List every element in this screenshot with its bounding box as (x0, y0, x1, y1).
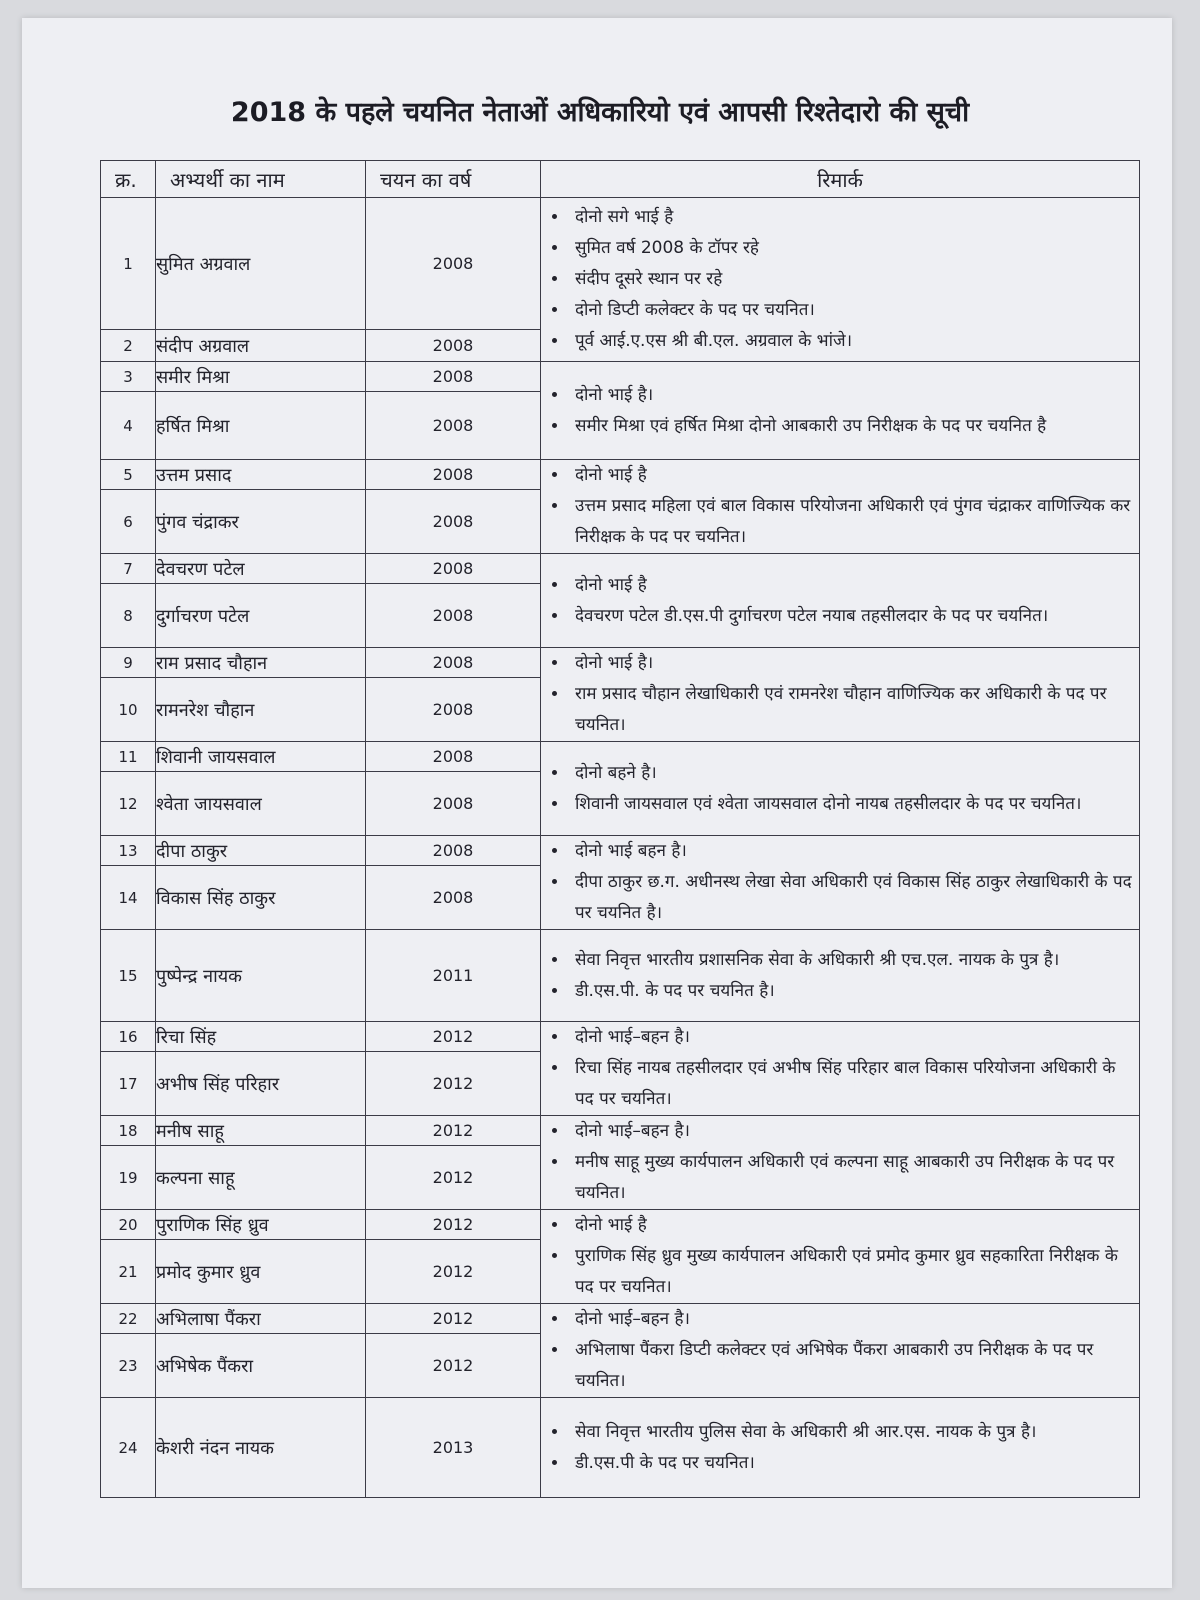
year-cell: 2012 (366, 1052, 541, 1116)
table-row (101, 362, 1140, 392)
remark-cell (541, 836, 1140, 930)
serial-cell: 4 (101, 392, 156, 460)
table-row (101, 554, 1140, 584)
remark-item: • डी.एस.पी. के पद पर चयनित है। (569, 976, 1139, 1007)
remark-item: • दोनो भाई है। (569, 380, 1139, 411)
year-cell: 2012 (366, 1210, 541, 1240)
year-cell: 2008 (366, 362, 541, 392)
remark-item: • सुमित वर्ष 2008 के टॉपर रहे (569, 233, 1139, 264)
serial-cell: 9 (101, 648, 156, 678)
table-row (101, 1022, 1140, 1052)
remark-item: • दोनो भाई–बहन है। (569, 1304, 1139, 1335)
year-cell: 2013 (366, 1398, 541, 1498)
remark-item: • दोनो भाई बहन है। (569, 836, 1139, 867)
serial-cell: 19 (101, 1146, 156, 1210)
name-cell: मनीष साहू (156, 1116, 366, 1146)
name-cell: उत्तम प्रसाद (156, 460, 366, 490)
serial-cell: 11 (101, 742, 156, 772)
year-cell: 2012 (366, 1334, 541, 1398)
header-name: अभ्यर्थी का नाम (156, 161, 366, 198)
table-row (101, 1304, 1140, 1334)
name-cell: अभीष सिंह परिहार (156, 1052, 366, 1116)
year-cell: 2008 (366, 460, 541, 490)
remark-item: • दोनो भाई–बहन है। (569, 1116, 1139, 1147)
table-row (101, 1398, 1140, 1498)
remark-cell (541, 648, 1140, 742)
name-cell: पुराणिक सिंह ध्रुव (156, 1210, 366, 1240)
serial-cell: 20 (101, 1210, 156, 1240)
serial-cell: 6 (101, 490, 156, 554)
name-cell: कल्पना साहू (156, 1146, 366, 1210)
serial-cell: 2 (101, 330, 156, 362)
remark-cell (541, 362, 1140, 460)
serial-cell: 3 (101, 362, 156, 392)
name-cell: समीर मिश्रा (156, 362, 366, 392)
remark-cell (541, 742, 1140, 836)
remark-item: • अभिलाषा पैंकरा डिप्टी कलेक्टर एवं अभिषेक पैंकरा आबकारी उप निरीक्षक के पद पर चयनित। (569, 1335, 1139, 1397)
table-row (101, 836, 1140, 866)
remark-item: • दोनो भाई है (569, 460, 1139, 491)
remark-cell (541, 198, 1140, 362)
remark-item: • रिचा सिंह नायब तहसीलदार एवं अभीष सिंह परिहार बाल विकास परियोजना अधिकारी के पद पर चयनित। (569, 1053, 1139, 1115)
remark-cell (541, 930, 1140, 1022)
remark-item: • उत्तम प्रसाद महिला एवं बाल विकास परियोजना अधिकारी एवं पुंगव चंद्राकर वाणिज्यिक कर निरीक्षक के पद पर चयनित। (569, 491, 1139, 553)
remark-item: • समीर मिश्रा एवं हर्षित मिश्रा दोनो आबकारी उप निरीक्षक के पद पर चयनित है (569, 411, 1139, 442)
name-cell: रिचा सिंह (156, 1022, 366, 1052)
remark-item: • पूर्व आई.ए.एस श्री बी.एल. अग्रवाल के भांजे। (569, 326, 1139, 357)
name-cell: पुंगव चंद्राकर (156, 490, 366, 554)
year-cell: 2012 (366, 1240, 541, 1304)
remark-item: • डी.एस.पी के पद पर चयनित। (569, 1448, 1139, 1479)
remark-item: • दोनो डिप्टी कलेक्टर के पद पर चयनित। (569, 295, 1139, 326)
remark-item: • दोनो भाई है (569, 570, 1139, 601)
serial-cell: 1 (101, 198, 156, 330)
remark-item: • शिवानी जायसवाल एवं श्वेता जायसवाल दोनो नायब तहसीलदार के पद पर चयनित। (569, 789, 1139, 820)
remark-cell (541, 1116, 1140, 1210)
year-cell: 2008 (366, 648, 541, 678)
serial-cell: 13 (101, 836, 156, 866)
serial-cell: 5 (101, 460, 156, 490)
serial-cell: 7 (101, 554, 156, 584)
name-cell: अभिलाषा पैंकरा (156, 1304, 366, 1334)
remark-item: • देवचरण पटेल डी.एस.पी दुर्गाचरण पटेल नयाब तहसीलदार के पद पर चयनित। (569, 601, 1139, 632)
remark-cell (541, 1210, 1140, 1304)
remark-item: • पुराणिक सिंह ध्रुव मुख्य कार्यपालन अधिकारी एवं प्रमोद कुमार ध्रुव सहकारिता निरीक्षक के पद पर चयनित। (569, 1241, 1139, 1303)
table-row (101, 930, 1140, 1022)
remark-item: • सेवा निवृत्त भारतीय प्रशासनिक सेवा के अधिकारी श्री एच.एल. नायक के पुत्र है। (569, 945, 1139, 976)
year-cell: 2012 (366, 1146, 541, 1210)
header-serial: क्र. (101, 161, 156, 198)
serial-cell: 15 (101, 930, 156, 1022)
table-row (101, 1116, 1140, 1146)
table-row (101, 198, 1140, 330)
remark-item: • दीपा ठाकुर छ.ग. अधीनस्थ लेखा सेवा अधिकारी एवं विकास सिंह ठाकुर लेखाधिकारी के पद पर चयनित है। (569, 867, 1139, 929)
remark-item: • दोनो भाई है (569, 1210, 1139, 1241)
name-cell: संदीप अग्रवाल (156, 330, 366, 362)
serial-cell: 22 (101, 1304, 156, 1334)
name-cell: केशरी नंदन नायक (156, 1398, 366, 1498)
name-cell: अभिषेक पैंकरा (156, 1334, 366, 1398)
remark-item: • सेवा निवृत्त भारतीय पुलिस सेवा के अधिकारी श्री आर.एस. नायक के पुत्र है। (569, 1417, 1139, 1448)
year-cell: 2008 (366, 678, 541, 742)
table-row (101, 460, 1140, 490)
serial-cell: 18 (101, 1116, 156, 1146)
remark-item: • मनीष साहू मुख्य कार्यपालन अधिकारी एवं कल्पना साहू आबकारी उप निरीक्षक के पद पर चयनित। (569, 1147, 1139, 1209)
year-cell: 2008 (366, 772, 541, 836)
table-row (101, 742, 1140, 772)
serial-cell: 24 (101, 1398, 156, 1498)
remark-item: • दोनो सगे भाई है (569, 202, 1139, 233)
year-cell: 2008 (366, 330, 541, 362)
year-cell: 2008 (366, 866, 541, 930)
name-cell: दुर्गाचरण पटेल (156, 584, 366, 648)
serial-cell: 17 (101, 1052, 156, 1116)
candidates-table (100, 160, 1140, 1498)
serial-cell: 16 (101, 1022, 156, 1052)
name-cell: देवचरण पटेल (156, 554, 366, 584)
name-cell: प्रमोद कुमार ध्रुव (156, 1240, 366, 1304)
year-cell: 2008 (366, 490, 541, 554)
serial-cell: 8 (101, 584, 156, 648)
serial-cell: 21 (101, 1240, 156, 1304)
serial-cell: 10 (101, 678, 156, 742)
remark-item: • संदीप दूसरे स्थान पर रहे (569, 264, 1139, 295)
year-cell: 2012 (366, 1116, 541, 1146)
year-cell: 2012 (366, 1304, 541, 1334)
name-cell: विकास सिंह ठाकुर (156, 866, 366, 930)
name-cell: हर्षित मिश्रा (156, 392, 366, 460)
serial-cell: 12 (101, 772, 156, 836)
year-cell: 2008 (366, 554, 541, 584)
remark-item: • दोनो भाई–बहन है। (569, 1022, 1139, 1053)
remark-item: • दोनो बहने है। (569, 758, 1139, 789)
remark-cell (541, 1022, 1140, 1116)
header-year: चयन का वर्ष (366, 161, 541, 198)
table-row (101, 1210, 1140, 1240)
page-title: 2018 के पहले चयनित नेताओं अधिकारियो एवं आपसी रिश्तेदारो की सूची (230, 97, 970, 128)
name-cell: रामनरेश चौहान (156, 678, 366, 742)
year-cell: 2008 (366, 836, 541, 866)
remark-cell (541, 1304, 1140, 1398)
serial-cell: 14 (101, 866, 156, 930)
remark-cell (541, 1398, 1140, 1498)
year-cell: 2008 (366, 392, 541, 460)
table-row (101, 648, 1140, 678)
name-cell: सुमित अग्रवाल (156, 198, 366, 330)
remark-cell (541, 460, 1140, 554)
serial-cell: 23 (101, 1334, 156, 1398)
year-cell: 2008 (366, 584, 541, 648)
name-cell: पुष्पेन्द्र नायक (156, 930, 366, 1022)
year-cell: 2012 (366, 1022, 541, 1052)
year-cell: 2008 (366, 198, 541, 330)
name-cell: राम प्रसाद चौहान (156, 648, 366, 678)
year-cell: 2011 (366, 930, 541, 1022)
name-cell: शिवानी जायसवाल (156, 742, 366, 772)
name-cell: श्वेता जायसवाल (156, 772, 366, 836)
year-cell: 2008 (366, 742, 541, 772)
remark-item: • दोनो भाई है। (569, 648, 1139, 679)
name-cell: दीपा ठाकुर (156, 836, 366, 866)
table-header-row (101, 161, 1140, 198)
remark-cell (541, 554, 1140, 648)
header-remarks: रिमार्क (541, 161, 1140, 198)
remark-item: • राम प्रसाद चौहान लेखाधिकारी एवं रामनरेश चौहान वाणिज्यिक कर अधिकारी के पद पर चयनित। (569, 679, 1139, 741)
